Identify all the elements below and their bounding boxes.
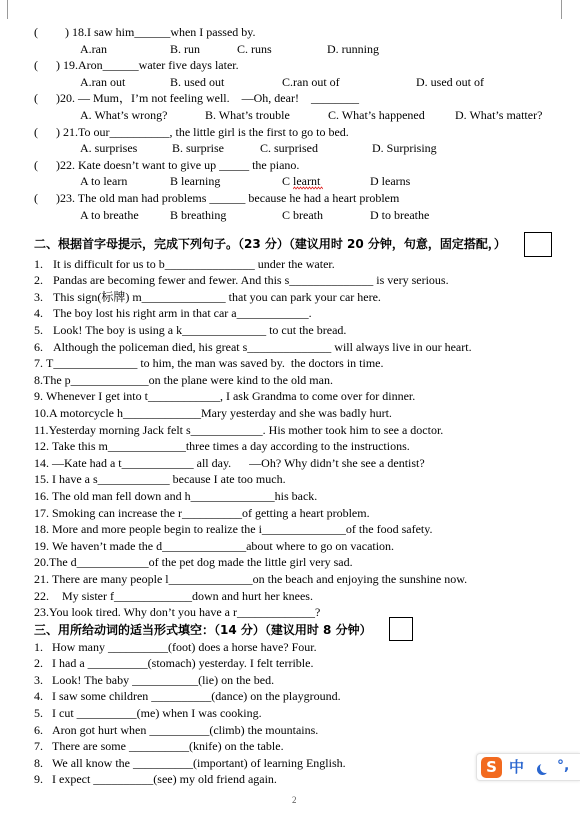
item-number: 5. (34, 323, 43, 338)
item-text: Look! The boy is using a k______________ to cut the bread. (53, 323, 347, 338)
item-number: 7. (34, 356, 43, 371)
question-21 (34, 124, 574, 141)
item-text: The old man fell down and h______________his back. (52, 489, 318, 503)
options-19 (34, 74, 574, 91)
item-number: 10. (34, 406, 49, 421)
ime-toolbar[interactable] (476, 753, 580, 781)
item-number: 17. (34, 505, 49, 520)
option-c: C.ran out of (282, 74, 340, 89)
item-number: 16. (34, 489, 49, 503)
item-number: 7. (34, 739, 43, 754)
item-number: 5. (34, 706, 43, 721)
options-21 (34, 140, 574, 157)
list-item (34, 722, 574, 739)
list-item (34, 305, 574, 322)
item-text: I cut __________(me) when I was cooking. (52, 706, 262, 721)
option-c: C. runs (237, 41, 272, 56)
item-number: 3. (34, 672, 43, 687)
section3-score-box (389, 617, 413, 641)
option-b: B. used out (170, 74, 225, 89)
list-item (34, 455, 574, 472)
list-item (34, 538, 574, 555)
option-a: A.ran out (80, 74, 126, 89)
question-22 (34, 157, 574, 174)
item-number: 4. (34, 306, 43, 321)
item-number: 2. (34, 273, 43, 288)
item-text: We haven’t made the d______________about where to go on vacation. (52, 538, 395, 553)
list-item (34, 604, 574, 621)
question-20 (34, 90, 574, 107)
item-number: 6. (34, 722, 43, 737)
item-number: 6. (34, 339, 43, 354)
item-text: Although the policeman died, his great s______________ will always live in our heart. (53, 339, 472, 354)
item-text: It is difficult for us to b_______________ under the water. (53, 256, 335, 271)
question-18 (34, 24, 574, 41)
list-item (34, 505, 574, 522)
list-item (34, 471, 574, 488)
question-text: ( )23. The old man had problems ______ because he had a heart problem (34, 190, 400, 205)
list-item (34, 438, 574, 455)
item-text: Smoking can increase the r__________of getting a heart problem. (52, 505, 370, 520)
item-text: You look tired. Why don’t you have a r_____________? (49, 605, 321, 620)
list-item (34, 256, 574, 273)
item-text: Take this m_____________three times a day according to the instructions. (52, 439, 410, 454)
question-text: ( )20. — Mum，I’m not feeling well. —Oh, dear! ________ (34, 91, 359, 106)
item-number: 3. (34, 289, 43, 304)
item-text: We all know the __________(important) of learning English. (52, 755, 346, 770)
crop-mark-right (561, 0, 562, 19)
list-item (34, 588, 574, 605)
item-text: How many __________(foot) does a horse have? Four. (52, 639, 317, 654)
option-c: C. surprised (260, 141, 318, 156)
list-item (34, 372, 574, 389)
item-number: 21. (34, 571, 49, 586)
item-number: 1. (34, 639, 43, 654)
item-number: 18. (34, 522, 49, 537)
list-item (34, 554, 574, 571)
question-text: ( ) 21.To our__________, the little girl is the first to go to bed. (34, 124, 349, 139)
option-a: A. What’s wrong? (80, 107, 168, 122)
option-c: C. What’s happened (328, 107, 425, 122)
item-number: 19. (34, 538, 49, 553)
question-23 (34, 190, 574, 207)
question-text: ( ) 18.I saw him______when I passed by. (34, 25, 256, 39)
list-item (34, 571, 574, 588)
option-d: D. Surprising (372, 141, 437, 156)
item-number: 9. (34, 772, 43, 787)
sogou-logo-icon[interactable]: S (481, 757, 502, 778)
item-text: T______________ to him, the man was saved by. the doctors in time. (46, 356, 384, 371)
item-number: 22. (34, 588, 49, 603)
options-22 (34, 173, 574, 190)
item-number: 14. (34, 455, 49, 470)
option-b: B. run (170, 41, 200, 56)
item-text: I expect __________(see) my old friend again. (52, 772, 277, 787)
input-mode-toggle[interactable]: 中 (509, 758, 525, 776)
moon-icon[interactable] (540, 762, 551, 773)
crop-mark-left (7, 0, 8, 19)
option-d: D learns (370, 174, 411, 189)
option-a: A. surprises (80, 141, 138, 156)
option-d: D. What’s matter? (455, 107, 543, 122)
page-number: 2 (292, 795, 297, 805)
option-c: C breath (282, 207, 323, 222)
list-item (34, 355, 574, 372)
item-number: 4. (34, 689, 43, 704)
list-item (34, 422, 574, 439)
section3-heading: 三、用所给动词的适当形式填空：（14 分）（建议用时 8 分钟） (34, 622, 372, 637)
option-b: B. surprise (172, 141, 224, 156)
item-text: The d____________of the pet dog made the little girl very sad. (49, 555, 353, 570)
list-item (34, 705, 574, 722)
option-d: D to breathe (370, 207, 430, 222)
item-number: 23. (34, 605, 49, 620)
list-item (34, 688, 574, 705)
item-number: 15. (34, 472, 49, 487)
item-number: 8. (34, 372, 43, 387)
item-text: The boy lost his right arm in that car a____________. (53, 306, 312, 321)
option-d: D. running (327, 41, 379, 56)
list-item (34, 655, 574, 672)
list-item (34, 272, 574, 289)
item-text: I have a s____________ because I ate too much. (52, 472, 286, 487)
list-item (34, 388, 574, 405)
section2-heading: 二、根据首字母提示，完成下列句子。（23 分）（建议用时 20 分钟，句意，固定搭配，） (34, 236, 506, 251)
item-number: 2. (34, 656, 43, 671)
option-d: D. used out of (416, 74, 484, 89)
item-text: A motorcycle h_____________Mary yesterday and she was badly hurt. (49, 406, 392, 421)
list-item (34, 639, 574, 656)
option-a: A.ran (80, 41, 107, 56)
item-text: Whenever I get into t____________, I ask Grandma to come over for dinner. (46, 389, 416, 404)
section2-score-box (524, 232, 552, 257)
options-18 (34, 41, 574, 58)
multiple-choice-section (34, 24, 574, 223)
item-text: Pandas are becoming fewer and fewer. And this s______________ is very serious. (53, 273, 449, 288)
item-text: I had a __________(stomach) yesterday. I felt terrible. (52, 656, 314, 671)
section2-items (34, 256, 574, 621)
option-a: A to breathe (80, 207, 139, 222)
item-text: My sister f_____________down and hurt her knees. (62, 588, 313, 603)
item-text: There are many people l______________on the beach and enjoying the sunshine now. (52, 571, 468, 586)
list-item (34, 488, 574, 505)
options-20 (34, 107, 574, 124)
item-text: Aron got hurt when __________(climb) the mountains. (52, 722, 319, 737)
list-item (34, 322, 574, 339)
item-text: —Kate had a t____________ all day. —Oh? Why didn’t she see a dentist? (52, 455, 425, 470)
option-c: C learnt (282, 174, 321, 189)
item-number: 9. (34, 389, 43, 404)
punctuation-toggle[interactable]: °, (557, 758, 570, 774)
question-text: ( )22. Kate doesn’t want to give up _____ the piano. (34, 157, 300, 172)
list-item (34, 672, 574, 689)
item-text: Yesterday morning Jack felt s____________. His mother took him to see a doctor. (48, 422, 444, 437)
option-b: B breathing (170, 207, 227, 222)
options-23 (34, 207, 574, 224)
question-19 (34, 57, 574, 74)
item-text: More and more people begin to realize the i______________of the food safety. (52, 522, 433, 537)
question-text: ( ) 19.Aron______water five days later. (34, 58, 239, 73)
item-text: Look! The baby ___________(lie) on the bed. (52, 672, 275, 687)
option-a: A to learn (80, 174, 128, 189)
item-number: 8. (34, 755, 43, 770)
list-item (34, 405, 574, 422)
list-item (34, 339, 574, 356)
item-number: 11. (34, 422, 49, 437)
item-text: I saw some children __________(dance) on the playground. (52, 689, 341, 704)
list-item (34, 289, 574, 306)
item-text: The p_____________on the plane were kind to the old man. (43, 372, 333, 387)
item-text: This sign(标牌) m______________ that you can park your car here. (53, 289, 381, 304)
option-b: B learning (170, 174, 221, 189)
item-text: There are some __________(knife) on the table. (52, 739, 284, 754)
item-number: 1. (34, 256, 43, 271)
option-b: B. What’s trouble (205, 107, 290, 122)
item-number: 12. (34, 439, 49, 454)
list-item (34, 521, 574, 538)
item-number: 20. (34, 555, 49, 570)
